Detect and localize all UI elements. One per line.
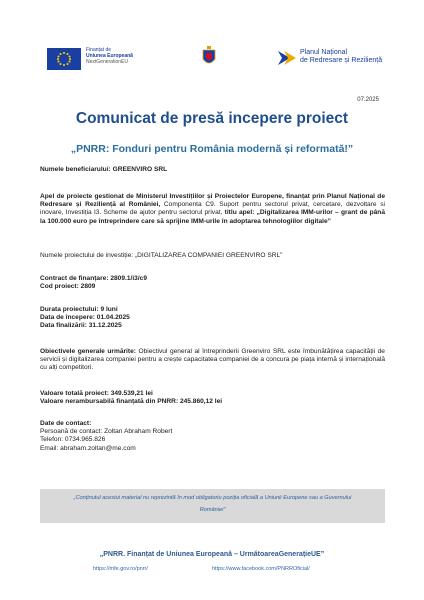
eu-line-2: Uniunea Europeană: [86, 53, 133, 59]
pnrr-label: [300, 49, 382, 65]
facebook-link[interactable]: https://www.facebook.com/PNRROficial/: [212, 566, 310, 572]
project-code: Cod proiect: 2809: [40, 283, 96, 291]
pnrr-line-1: Planul Național: [300, 49, 348, 56]
page-title: Comunicat de presă incepere proiect: [75, 110, 349, 127]
contact-block: [40, 420, 385, 453]
eu-line-3: NextGenerationEU: [86, 59, 128, 65]
contact-email: Email: abraham.zoltan@me.com: [40, 444, 136, 452]
contract-number: Contract de finanțare: 2809.1/i3/c9: [40, 275, 148, 282]
objectives: [40, 348, 385, 373]
disclaimer-line-1: „Conținutul acestui material nu reprezintă în mod obligatoriu poziția oficială a Uniunii Europene sau a Guvernului: [73, 495, 352, 501]
pnrr-line-2: de Redresare și Reziliență: [300, 57, 383, 64]
project-name-label: Numele proiectului de investiție:: [40, 252, 134, 259]
project-name: [40, 252, 385, 260]
page-subtitle: „PNRR: Fonduri pentru România modernă și reformată!”: [70, 143, 354, 155]
end-date: Data finalizării: 31.12.2025: [40, 322, 122, 330]
eu-flag-icon: [47, 48, 81, 70]
call-title: titlu apel: „Digitalizarea IMM-urilor – grant de până la 100.000 euro pe întreprindere care să sprijine IMM-urile în adoptarea tehnologiilor digitale”: [40, 209, 385, 225]
romania-crest-icon: [202, 46, 216, 68]
footer-slogan: „PNRR. Finanțat de Uniunea Europeană – UrmătoareaGenerațieUE”: [99, 551, 325, 558]
disclaimer: [40, 492, 385, 516]
disclaimer-line-2: României”: [199, 507, 226, 513]
project-name-value: „DIGITALIZAREA COMPANIEI GREENVIRO SRL”: [134, 252, 283, 259]
logo-bar: [0, 46, 424, 72]
beneficiary-value: GREENVIRO SRL: [112, 166, 168, 173]
mfe-link[interactable]: https://mfe.gov.ro/pnrr/: [93, 566, 148, 572]
objectives-label: Obiectivele generale urmărite:: [40, 348, 136, 355]
values-block: [40, 390, 385, 406]
start-date: Data de începere: 01.04.2025: [40, 314, 130, 322]
project-duration: Durata proiectului: 9 luni: [40, 306, 118, 313]
beneficiary-label: Numele beneficiarului:: [40, 166, 111, 173]
total-value: Valoare totală proiect: 349.539,21 lei: [40, 390, 153, 397]
contract-block: [40, 275, 385, 291]
call-component: Componenta C9. Suport pentru sectorul privat, cercetare, dezvoltare si inovare, Investiția I3. Scheme de ajutor pentru sectorul privat,: [40, 201, 385, 217]
call-managed-by: Apel de proiecte gestionat de Ministerul Investițiilor și Proiectelor Europene, finanțat prin Planul Național de Redresare și Reziliență al României,: [40, 193, 385, 209]
call-description: [40, 193, 385, 226]
duration-block: [40, 306, 385, 331]
grant-value: Valoare nerambursabilă finanțată din PNRR: 245.860,12 lei: [40, 398, 223, 406]
eu-line-1: Finanțat de: [86, 47, 112, 53]
date: 07.2025: [357, 97, 379, 103]
beneficiary: [40, 166, 385, 174]
contact-person: Persoană de contact: Zoltan Abraham Robert: [40, 428, 173, 436]
objectives-text: Obiectivul general al întreprinderii Greenviro SRL este îmbunătățirea capacității de servicii și digitalizarea companiei pentru a crește capacitatea companiei de a concura pe piața internă și internațională cu alți competitori.: [40, 348, 385, 372]
eu-funding-label: [86, 47, 133, 65]
pnrr-logo-icon: [276, 48, 298, 68]
contact-phone: Telefon: 0734.965.826: [40, 436, 106, 444]
contact-label: Date de contact:: [40, 420, 92, 427]
